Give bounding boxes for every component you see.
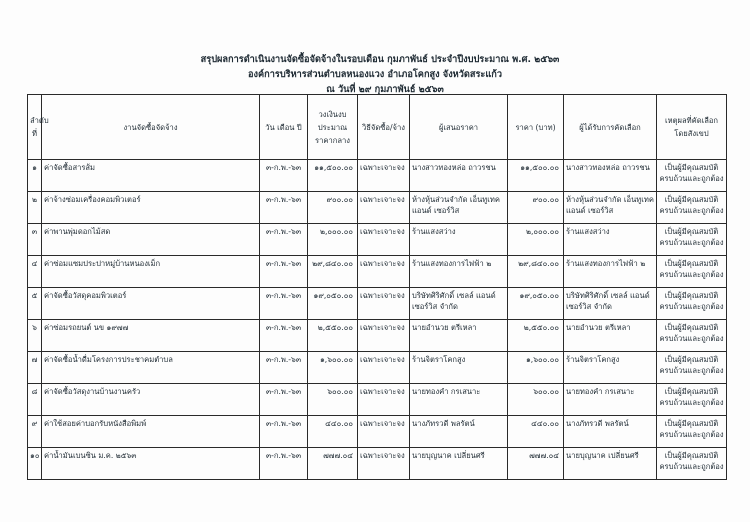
cell-price: ๒,๐๐๐.๐๐ (508, 224, 564, 256)
document-header (0, 52, 750, 97)
cell-budget: ๒,๐๐๐.๐๐ (308, 224, 358, 256)
cell-budget: ๙๐๐.๐๐ (308, 192, 358, 224)
table-row (28, 192, 727, 224)
cell-date: ๓-ก.พ.-๖๓ (260, 256, 308, 288)
cell-winner: บริษัทศิริศักดิ์ เซลล์ แอนด์ เซอร์วิส จำกัด (564, 288, 657, 320)
table-row (28, 160, 727, 192)
column-header-budget: วงเงินงบประมาณราคากลาง (308, 95, 358, 160)
cell-no: ๓ (28, 224, 42, 256)
cell-winner: นายอำนวย ตรีเหลา (564, 320, 657, 352)
cell-winner: นายทองคำ กรเสนาะ (564, 384, 657, 416)
cell-price: ๑๙,๐๕๐.๐๐ (508, 288, 564, 320)
procurement-table (27, 94, 727, 480)
cell-item: ค่าจัดซื้อสารส้ม (42, 160, 260, 192)
cell-price: ๙๐๐.๐๐ (508, 192, 564, 224)
cell-budget: ๖๐๐.๐๐ (308, 384, 358, 416)
cell-bidder: ร้านแสงทองการไฟฟ้า ๒ (410, 256, 508, 288)
cell-bidder: ห้างหุ้นส่วนจำกัด เอ็นทูเทค แอนด์ เซอร์วิส (410, 192, 508, 224)
cell-no: ๕ (28, 288, 42, 320)
report-title: สรุปผลการดำเนินงานจัดซื้อจัดจ้างในรอบเดือน กุมภาพันธ์ ประจำปีงบประมาณ พ.ศ. ๒๕๖๓ (200, 54, 560, 65)
cell-bidder: นางภัทรวดี พลรัตน์ (410, 416, 508, 448)
cell-item: ค่าจัดซื้อวัสดุงานบ้านงานครัว (42, 384, 260, 416)
cell-item: ค่าซ่อมรถยนต์ นข ๑๙๗๗ (42, 320, 260, 352)
cell-winner: ร้านแสงทองการไฟฟ้า ๒ (564, 256, 657, 288)
cell-date: ๓-ก.พ.-๖๓ (260, 320, 308, 352)
cell-budget: ๗๗๗.๐๔ (308, 448, 358, 480)
column-header-no: ลำดับที่ (28, 95, 42, 160)
table-row (28, 352, 727, 384)
table-row (28, 416, 727, 448)
cell-bidder: ร้านแสงสว่าง (410, 224, 508, 256)
cell-reason: เป็นผู้มีคุณสมบัติครบถ้วนและถูกต้อง (657, 448, 727, 480)
cell-item: ค่าจ้างซ่อมเครื่องคอมพิวเตอร์ (42, 192, 260, 224)
cell-date: ๓-ก.พ.-๖๓ (260, 160, 308, 192)
cell-date: ๓-ก.พ.-๖๓ (260, 224, 308, 256)
column-header-date: วัน เดือน ปี (260, 95, 308, 160)
cell-budget: ๑๑,๕๐๐.๐๐ (308, 160, 358, 192)
cell-no: ๑ (28, 160, 42, 192)
column-header-price: ราคา (บาท) (508, 95, 564, 160)
cell-winner: นางสาวทองหล่อ ถาวรชน (564, 160, 657, 192)
cell-winner: นายบุญนาค เปลี่ยนศรี (564, 448, 657, 480)
table-row (28, 224, 727, 256)
cell-no: ๖ (28, 320, 42, 352)
cell-no: ๗ (28, 352, 42, 384)
cell-no: ๑๐ (28, 448, 42, 480)
cell-budget: ๔๔๐.๐๐ (308, 416, 358, 448)
cell-item: ค่าซ่อมแซมประปาหมู่บ้านหนองเม็ก (42, 256, 260, 288)
cell-price: ๔๔๐.๐๐ (508, 416, 564, 448)
cell-reason: เป็นผู้มีคุณสมบัติครบถ้วนและถูกต้อง (657, 288, 727, 320)
cell-date: ๓-ก.พ.-๖๓ (260, 288, 308, 320)
organization-name: องค์การบริหารส่วนตำบลหนองแวง อำเภอโคกสูง จังหวัดสระแก้ว (248, 69, 502, 80)
cell-price: ๑,๖๐๐.๐๐ (508, 352, 564, 384)
cell-bidder: นายบุญนาค เปลี่ยนศรี (410, 448, 508, 480)
cell-method: เฉพาะเจาะจง (358, 224, 410, 256)
table-row (28, 384, 727, 416)
cell-price: ๗๗๗.๐๔ (508, 448, 564, 480)
cell-item: ค่าใช้สอยค่าบอกรับหนังสือพิมพ์ (42, 416, 260, 448)
cell-method: เฉพาะเจาะจง (358, 256, 410, 288)
table-header-row (28, 95, 727, 160)
cell-bidder: นายทองคำ กรเสนาะ (410, 384, 508, 416)
cell-method: เฉพาะเจาะจง (358, 160, 410, 192)
cell-budget: ๑,๖๐๐.๐๐ (308, 352, 358, 384)
cell-method: เฉพาะเจาะจง (358, 352, 410, 384)
cell-date: ๓-ก.พ.-๖๓ (260, 416, 308, 448)
cell-budget: ๒,๕๕๐.๐๐ (308, 320, 358, 352)
cell-bidder: ร้านจิตราโคกสูง (410, 352, 508, 384)
table-row (28, 256, 727, 288)
table-row (28, 448, 727, 480)
cell-price: ๒,๕๕๐.๐๐ (508, 320, 564, 352)
cell-reason: เป็นผู้มีคุณสมบัติครบถ้วนและถูกต้อง (657, 352, 727, 384)
table-row (28, 288, 727, 320)
cell-method: เฉพาะเจาะจง (358, 384, 410, 416)
cell-reason: เป็นผู้มีคุณสมบัติครบถ้วนและถูกต้อง (657, 192, 727, 224)
cell-no: ๔ (28, 256, 42, 288)
column-header-winner: ผู้ได้รับการคัดเลือก (564, 95, 657, 160)
cell-reason: เป็นผู้มีคุณสมบัติครบถ้วนและถูกต้อง (657, 416, 727, 448)
cell-reason: เป็นผู้มีคุณสมบัติครบถ้วนและถูกต้อง (657, 256, 727, 288)
cell-no: ๘ (28, 384, 42, 416)
cell-winner: ร้านแสงสว่าง (564, 224, 657, 256)
cell-no: ๙ (28, 416, 42, 448)
cell-date: ๓-ก.พ.-๖๓ (260, 192, 308, 224)
cell-budget: ๑๙,๐๕๐.๐๐ (308, 288, 358, 320)
cell-method: เฉพาะเจาะจง (358, 288, 410, 320)
cell-reason: เป็นผู้มีคุณสมบัติครบถ้วนและถูกต้อง (657, 320, 727, 352)
cell-item: ค่าน้ำมันเบนซิน ม.ค. ๒๕๖๓ (42, 448, 260, 480)
cell-date: ๓-ก.พ.-๖๓ (260, 352, 308, 384)
cell-date: ๓-ก.พ.-๖๓ (260, 384, 308, 416)
column-header-method: วิธีจัดซื้อ/จ้าง (358, 95, 410, 160)
cell-reason: เป็นผู้มีคุณสมบัติครบถ้วนและถูกต้อง (657, 384, 727, 416)
cell-method: เฉพาะเจาะจง (358, 320, 410, 352)
cell-method: เฉพาะเจาะจง (358, 448, 410, 480)
cell-reason: เป็นผู้มีคุณสมบัติครบถ้วนและถูกต้อง (657, 224, 727, 256)
cell-price: ๑๑,๕๐๐.๐๐ (508, 160, 564, 192)
cell-reason: เป็นผู้มีคุณสมบัติครบถ้วนและถูกต้อง (657, 160, 727, 192)
cell-no: ๒ (28, 192, 42, 224)
cell-item: ค่าจัดซื้อวัสดุคอมพิวเตอร์ (42, 288, 260, 320)
cell-price: ๖๐๐.๐๐ (508, 384, 564, 416)
column-header-bidder: ผู้เสนอราคา (410, 95, 508, 160)
report-date: ณ วันที่ ๒๙ กุมภาพันธ์ ๒๕๖๓ (326, 84, 444, 95)
cell-winner: ร้านจิตราโคกสูง (564, 352, 657, 384)
cell-winner: นางภัทรวดี พลรัตน์ (564, 416, 657, 448)
cell-bidder: บริษัทศิริศักดิ์ เซลล์ แอนด์ เซอร์วิส จำกัด (410, 288, 508, 320)
table-row (28, 320, 727, 352)
cell-method: เฉพาะเจาะจง (358, 416, 410, 448)
cell-price: ๒๙,๘๔๐.๐๐ (508, 256, 564, 288)
cell-budget: ๒๙,๘๔๐.๐๐ (308, 256, 358, 288)
cell-item: ค่าจัดซื้อน้ำดื่มโครงการประชาคมตำบล (42, 352, 260, 384)
column-header-item: งานจัดซื้อจัดจ้าง (42, 95, 260, 160)
cell-bidder: นายอำนวย ตรีเหลา (410, 320, 508, 352)
cell-item: ค่าพานพุ่มดอกไม้สด (42, 224, 260, 256)
cell-bidder: นางสาวทองหล่อ ถาวรชน (410, 160, 508, 192)
cell-winner: ห้างหุ้นส่วนจำกัด เอ็นทูเทค แอนด์ เซอร์วิส (564, 192, 657, 224)
cell-method: เฉพาะเจาะจง (358, 192, 410, 224)
column-header-reason: เหตุผลที่คัดเลือกโดยสังเขป (657, 95, 727, 160)
cell-date: ๓-ก.พ.-๖๓ (260, 448, 308, 480)
